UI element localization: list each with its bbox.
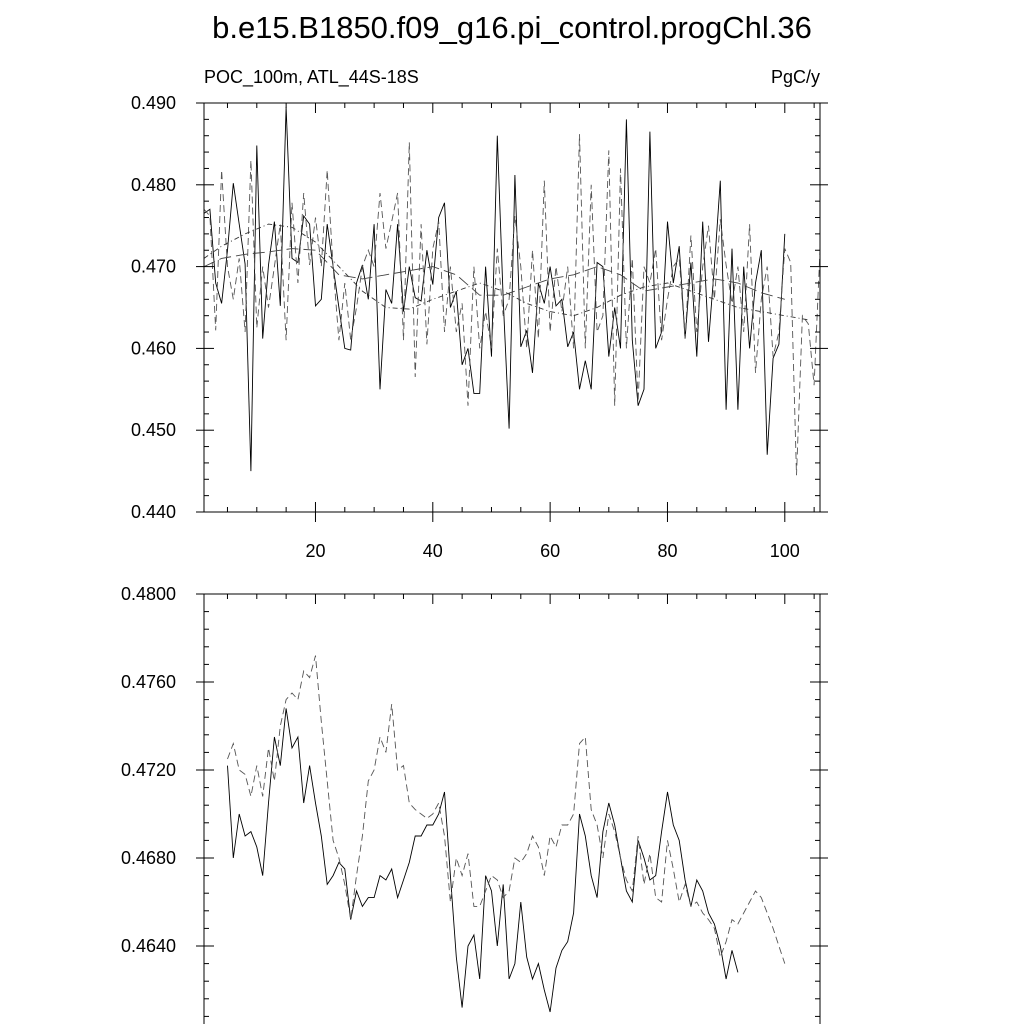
page-title: b.e15.B1850.f09_g16.pi_control.progChl.36 <box>212 10 812 45</box>
bottom-series-line-1 <box>228 708 738 1012</box>
bottom-series-line-2 <box>228 656 785 964</box>
bottom-series-layer <box>228 656 785 1012</box>
bottom-tick-label-layer <box>121 584 176 1024</box>
top-tick-label-layer <box>131 93 800 561</box>
top-series-line-1 <box>204 107 785 471</box>
top-x-tick-label: 60 <box>540 541 561 561</box>
bottom-y-tick-label: 0.4680 <box>120 848 176 868</box>
top-y-tick-label: 0.470 <box>130 256 176 277</box>
bottom-y-tick-label: 0.4760 <box>120 672 176 692</box>
bottom-line-chart <box>121 584 828 1024</box>
top-y-tick-label: 0.450 <box>130 420 176 441</box>
top-y-tick-label: 0.480 <box>130 174 176 195</box>
bottom-y-tick-label: 0.4640 <box>120 936 176 956</box>
top-series-layer <box>204 107 820 475</box>
top-x-tick-label: 40 <box>422 541 443 561</box>
top-y-tick-label: 0.440 <box>130 502 176 522</box>
top-line-chart <box>131 67 828 561</box>
top-x-tick-label: 100 <box>769 541 800 561</box>
bottom-tick-layer <box>196 594 828 1016</box>
chart-units-label: PgC/y <box>770 67 820 87</box>
bottom-y-tick-label: 0.4800 <box>120 584 176 604</box>
chart-subtitle-left: POC_100m, ATL_44S-18S <box>204 67 419 87</box>
bottom-plot-frame <box>204 594 820 1024</box>
top-x-tick-label: 80 <box>657 541 678 561</box>
top-x-tick-label: 20 <box>305 541 326 561</box>
bottom-y-tick-label: 0.4720 <box>120 760 176 780</box>
top-y-tick-label: 0.460 <box>130 338 176 359</box>
top-y-tick-label: 0.490 <box>130 93 176 113</box>
